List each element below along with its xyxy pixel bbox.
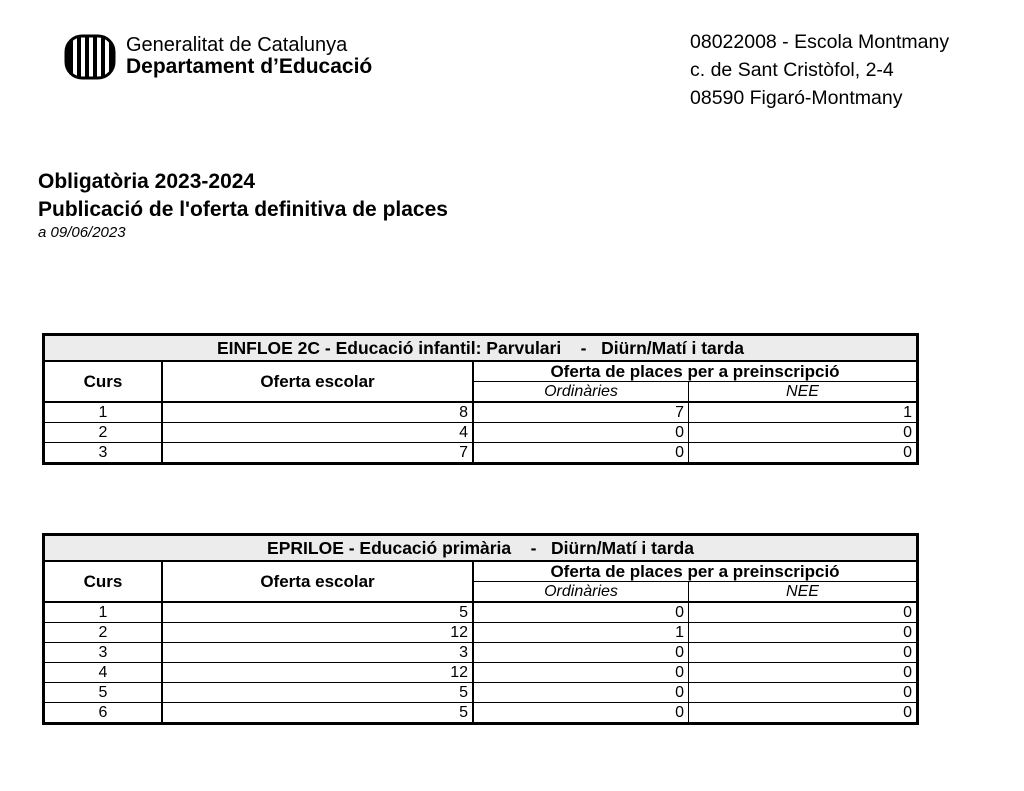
cell-oferta: 5	[162, 683, 473, 703]
table-banner: EPRILOE - Educació primària - Diürn/Matí i tarda	[44, 535, 918, 562]
cell-nee: 0	[689, 683, 918, 703]
col-header-curs: Curs	[44, 361, 163, 402]
col-header-curs: Curs	[44, 561, 163, 602]
table-row	[44, 443, 918, 464]
org-name-line1: Generalitat de Catalunya	[126, 34, 348, 56]
cell-nee: 1	[689, 402, 918, 423]
school-city: 08590 Figaró-Montmany	[690, 87, 903, 109]
cell-curs: 3	[44, 443, 163, 464]
cell-ordinaries: 0	[473, 703, 689, 724]
cell-oferta: 8	[162, 402, 473, 423]
table-row	[44, 602, 918, 623]
cell-curs: 4	[44, 663, 163, 683]
generalitat-emblem-icon	[62, 28, 118, 84]
cell-nee: 0	[689, 663, 918, 683]
cell-ordinaries: 0	[473, 663, 689, 683]
cell-nee: 0	[689, 623, 918, 643]
cell-oferta: 12	[162, 623, 473, 643]
table-row	[44, 643, 918, 663]
cell-ordinaries: 0	[473, 423, 689, 443]
cell-ordinaries: 0	[473, 602, 689, 623]
cell-oferta: 12	[162, 663, 473, 683]
cell-nee: 0	[689, 643, 918, 663]
col-header-oferta: Oferta escolar	[162, 361, 473, 402]
col-header-preinscripcio: Oferta de places per a preinscripció	[473, 561, 918, 582]
table-row	[44, 663, 918, 683]
table-row	[44, 623, 918, 643]
cell-oferta: 3	[162, 643, 473, 663]
cell-nee: 0	[689, 443, 918, 464]
org-name-line2: Departament d’Educació	[126, 55, 373, 78]
cell-ordinaries: 7	[473, 402, 689, 423]
cell-ordinaries: 0	[473, 643, 689, 663]
col-header-oferta: Oferta escolar	[162, 561, 473, 602]
cell-curs: 2	[44, 423, 163, 443]
col-header-ordinaries: Ordinàries	[473, 582, 689, 603]
table-row	[44, 423, 918, 443]
cell-curs: 5	[44, 683, 163, 703]
col-header-preinscripcio: Oferta de places per a preinscripció	[473, 361, 918, 382]
col-header-ordinaries: Ordinàries	[473, 382, 689, 403]
cell-curs: 2	[44, 623, 163, 643]
document-titles	[38, 168, 448, 242]
cell-curs: 1	[44, 602, 163, 623]
offer-table-infantil	[42, 333, 919, 465]
cell-ordinaries: 0	[473, 443, 689, 464]
school-code-name: 08022008 - Escola Montmany	[690, 31, 950, 53]
document-title: Obligatòria 2023-2024	[38, 170, 256, 193]
cell-oferta: 4	[162, 423, 473, 443]
table-row	[44, 683, 918, 703]
generalitat-logo-block	[62, 28, 372, 84]
school-street: c. de Sant Cristòfol, 2-4	[690, 59, 894, 81]
table-banner: EINFLOE 2C - Educació infantil: Parvulari - Diürn/Matí i tarda	[44, 335, 918, 362]
table-row	[44, 402, 918, 423]
school-address-block	[690, 28, 949, 112]
cell-oferta: 5	[162, 703, 473, 724]
document-subtitle: Publicació de l'oferta definitiva de places	[38, 198, 448, 221]
offer-table-primaria	[42, 533, 919, 725]
cell-oferta: 7	[162, 443, 473, 464]
cell-curs: 6	[44, 703, 163, 724]
cell-nee: 0	[689, 703, 918, 724]
cell-curs: 1	[44, 402, 163, 423]
publication-date: a 09/06/2023	[38, 224, 126, 241]
cell-oferta: 5	[162, 602, 473, 623]
cell-ordinaries: 1	[473, 623, 689, 643]
col-header-nee: NEE	[689, 382, 918, 403]
cell-nee: 0	[689, 423, 918, 443]
table-row	[44, 703, 918, 724]
cell-curs: 3	[44, 643, 163, 663]
cell-nee: 0	[689, 602, 918, 623]
col-header-nee: NEE	[689, 582, 918, 603]
cell-ordinaries: 0	[473, 683, 689, 703]
